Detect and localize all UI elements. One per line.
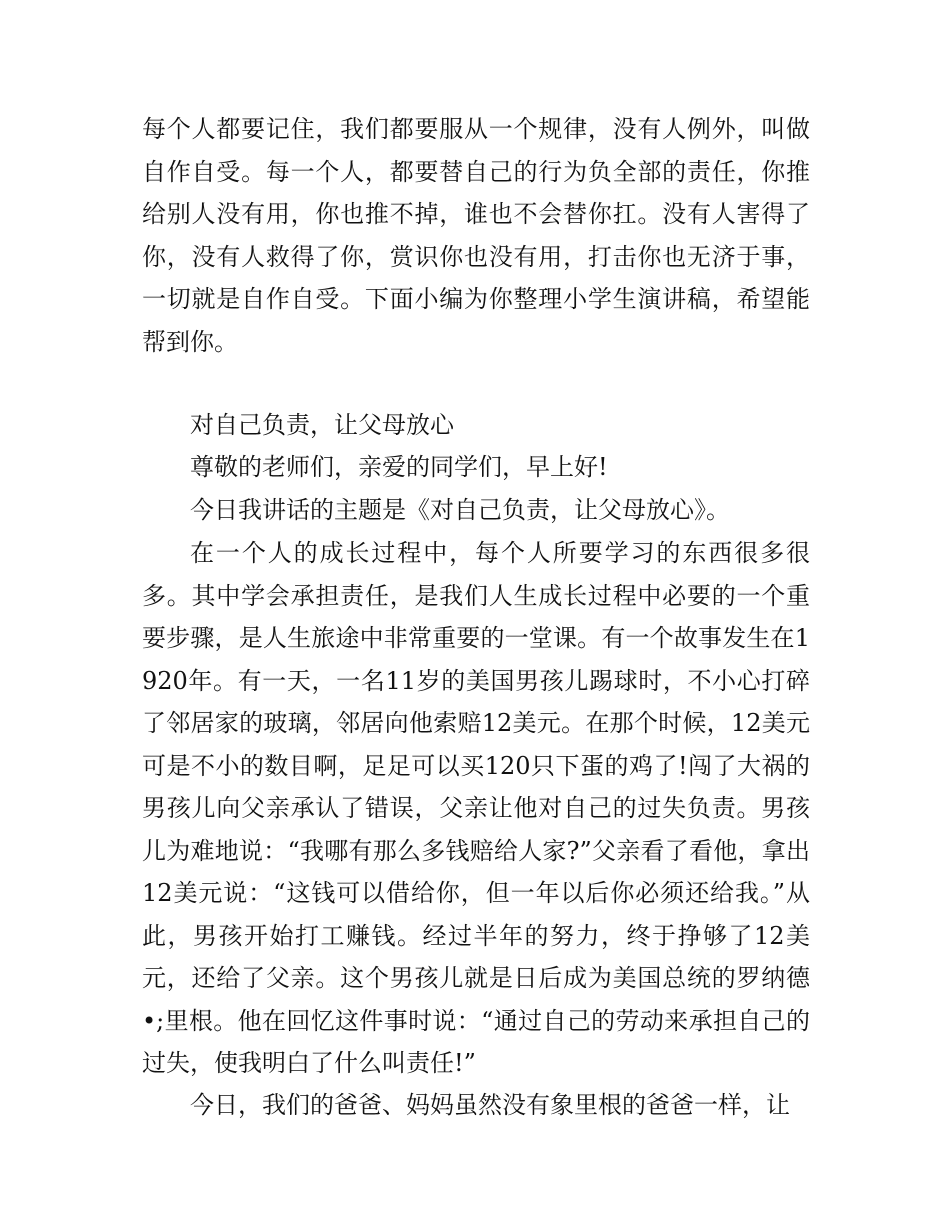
today-paragraph: 今日，我们的爸爸、妈妈虽然没有象里根的爸爸一样，让 (190, 1091, 790, 1119)
story-paragraph: 在一个人的成长过程中，每个人所要学习的东西很多很多。其中学会承担责任，是我们人生成长过程中必要的一个重要步骤，是人生旅途中非常重要的一堂课。有一个故事发生在1920年。有一天，一名11岁的美国男孩儿踢球时，不小心打碎了邻居家的玻璃，邻居向他索赔12美元。在那个时候，12美元可是不小的数目啊，足足可以买120只下蛋的鸡了!闯了大祸的男孩儿向父亲承认了错误，父亲让他对自己的过失负责。男孩儿为难地说：“我哪有那么多钱赔给人家?”父亲看了看他，拿出12美元说：“这钱可以借给你，但一年以后你必须还给我。”从此，男孩开始打工赚钱。经过半年的努力，终于挣够了12美元，还给了父亲。这个男孩儿就是日后成为美国总统的罗纳德•;里根。他在回忆这件事时说：“通过自己的劳动来承担自己的过失，使我明白了什么叫责任!” (142, 539, 810, 1077)
topic-paragraph: 今日我讲话的主题是《对自己负责，让父母放心》。 (190, 496, 730, 524)
greeting-paragraph: 尊敬的老师们，亲爱的同学们，早上好! (190, 453, 608, 481)
intro-paragraph: 每个人都要记住，我们都要服从一个规律，没有人例外，叫做自作自受。每一个人，都要替自己的行为负全部的责任，你推给别人没有用，你也推不掉，谁也不会替你扛。没有人害得了你，没有人救得了你，赏识你也没有用，打击你也无济于事，一切就是自作自受。下面小编为你整理小学生演讲稿，希望能帮到你。 (142, 115, 810, 356)
speech-title: 对自己负责，让父母放心 (190, 411, 454, 439)
